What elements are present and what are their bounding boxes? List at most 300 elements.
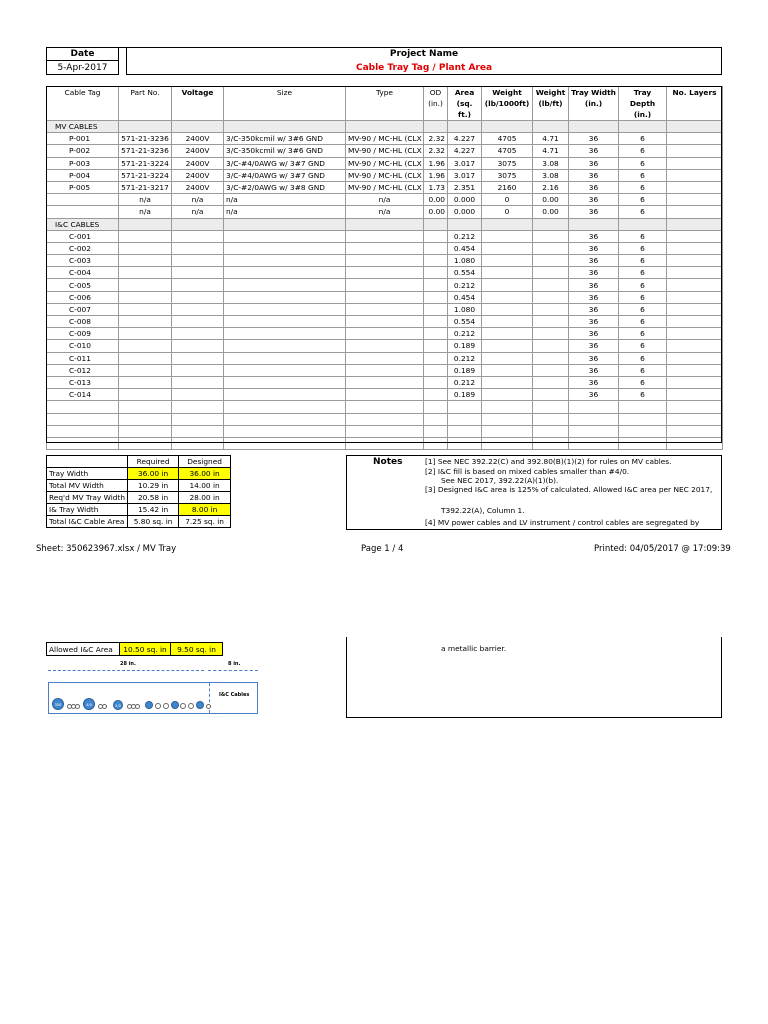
type-cell[interactable] xyxy=(346,267,424,279)
tray-width-cell[interactable]: 36 xyxy=(569,291,619,303)
part-no-cell[interactable] xyxy=(119,328,172,340)
od-cell[interactable] xyxy=(424,352,448,364)
cable-tag-cell[interactable]: C-010 xyxy=(47,340,119,352)
area-cell[interactable]: 0.554 xyxy=(448,316,482,328)
tray-width-cell[interactable]: 36 xyxy=(569,376,619,388)
size-cell[interactable] xyxy=(224,328,346,340)
size-cell[interactable] xyxy=(224,291,346,303)
weight-1000ft-cell[interactable] xyxy=(482,340,533,352)
weight-1000ft-cell[interactable]: 3075 xyxy=(482,169,533,181)
tray-depth-cell[interactable]: 6 xyxy=(619,340,667,352)
weight-ft-cell[interactable] xyxy=(533,376,569,388)
tray-width-cell[interactable]: 36 xyxy=(569,181,619,193)
weight-1000ft-cell[interactable] xyxy=(482,376,533,388)
area-cell[interactable]: 0.454 xyxy=(448,242,482,254)
od-cell[interactable] xyxy=(424,279,448,291)
area-cell[interactable]: 0.212 xyxy=(448,230,482,242)
type-cell[interactable]: MV-90 / MC-HL (CLX xyxy=(346,133,424,145)
tray-width-cell[interactable]: 36 xyxy=(569,169,619,181)
tray-depth-cell[interactable]: 6 xyxy=(619,364,667,376)
cable-tag-cell[interactable]: C-005 xyxy=(47,279,119,291)
table-row[interactable] xyxy=(47,194,723,206)
cable-tag-cell[interactable]: P-004 xyxy=(47,169,119,181)
table-row[interactable] xyxy=(47,340,723,352)
tray-depth-cell[interactable]: 6 xyxy=(619,133,667,145)
size-cell[interactable] xyxy=(224,352,346,364)
no-layers-cell[interactable] xyxy=(667,242,723,254)
part-no-cell[interactable]: 571-21-3224 xyxy=(119,169,172,181)
weight-1000ft-cell[interactable] xyxy=(482,364,533,376)
od-cell[interactable] xyxy=(424,364,448,376)
cable-tag-cell[interactable]: C-003 xyxy=(47,255,119,267)
tray-depth-cell[interactable]: 6 xyxy=(619,157,667,169)
weight-1000ft-cell[interactable] xyxy=(482,230,533,242)
type-cell[interactable]: MV-90 / MC-HL (CLX xyxy=(346,181,424,193)
size-cell[interactable] xyxy=(224,303,346,315)
no-layers-cell[interactable] xyxy=(667,389,723,401)
tray-depth-cell[interactable]: 6 xyxy=(619,352,667,364)
summary-designed-value[interactable]: 28.00 in xyxy=(179,492,231,504)
weight-ft-cell[interactable]: 4.71 xyxy=(533,145,569,157)
part-no-cell[interactable] xyxy=(119,279,172,291)
area-cell[interactable]: 0.000 xyxy=(448,206,482,218)
part-no-cell[interactable] xyxy=(119,340,172,352)
area-cell[interactable]: 4.227 xyxy=(448,133,482,145)
area-cell[interactable]: 3.017 xyxy=(448,169,482,181)
tray-depth-cell[interactable]: 6 xyxy=(619,206,667,218)
no-layers-cell[interactable] xyxy=(667,169,723,181)
size-cell[interactable]: 3/C-#2/0AWG w/ 3#8 GND xyxy=(224,181,346,193)
table-row[interactable] xyxy=(47,133,723,145)
summary-required-value[interactable]: 10.29 in xyxy=(128,480,179,492)
part-no-cell[interactable] xyxy=(119,389,172,401)
weight-1000ft-cell[interactable]: 3075 xyxy=(482,157,533,169)
summary-designed-value[interactable]: 8.00 in xyxy=(179,504,231,516)
weight-ft-cell[interactable] xyxy=(533,303,569,315)
no-layers-cell[interactable] xyxy=(667,279,723,291)
cable-tag-cell[interactable]: C-013 xyxy=(47,376,119,388)
table-row[interactable] xyxy=(47,352,723,364)
tray-depth-cell[interactable]: 6 xyxy=(619,376,667,388)
weight-1000ft-cell[interactable]: 4705 xyxy=(482,145,533,157)
table-row[interactable] xyxy=(47,255,723,267)
type-cell[interactable] xyxy=(346,328,424,340)
voltage-cell[interactable] xyxy=(172,316,224,328)
cable-tag-cell[interactable]: C-001 xyxy=(47,230,119,242)
empty-cell xyxy=(47,401,119,413)
cable-tag-cell[interactable]: C-006 xyxy=(47,291,119,303)
voltage-cell[interactable] xyxy=(172,267,224,279)
weight-ft-cell[interactable] xyxy=(533,340,569,352)
od-cell[interactable]: 1.96 xyxy=(424,157,448,169)
weight-1000ft-cell[interactable] xyxy=(482,291,533,303)
voltage-cell[interactable] xyxy=(172,242,224,254)
weight-ft-cell[interactable] xyxy=(533,352,569,364)
voltage-cell[interactable]: 2400V xyxy=(172,169,224,181)
voltage-cell[interactable] xyxy=(172,291,224,303)
cable-tag-cell[interactable]: P-003 xyxy=(47,157,119,169)
no-layers-cell[interactable] xyxy=(667,230,723,242)
tray-depth-cell[interactable]: 6 xyxy=(619,279,667,291)
voltage-cell[interactable] xyxy=(172,364,224,376)
tray-width-cell[interactable]: 36 xyxy=(569,133,619,145)
weight-ft-cell[interactable]: 3.08 xyxy=(533,169,569,181)
empty-cell xyxy=(346,437,424,449)
weight-1000ft-cell[interactable]: 0 xyxy=(482,194,533,206)
cable-tag-cell[interactable]: C-002 xyxy=(47,242,119,254)
weight-ft-cell[interactable]: 3.08 xyxy=(533,157,569,169)
part-no-cell[interactable] xyxy=(119,352,172,364)
voltage-cell[interactable]: 2400V xyxy=(172,181,224,193)
weight-1000ft-cell[interactable]: 0 xyxy=(482,206,533,218)
weight-ft-cell[interactable]: 2.16 xyxy=(533,181,569,193)
part-no-cell[interactable] xyxy=(119,267,172,279)
size-cell[interactable] xyxy=(224,242,346,254)
tray-depth-cell[interactable]: 6 xyxy=(619,316,667,328)
size-cell[interactable] xyxy=(224,389,346,401)
weight-ft-cell[interactable]: 4.71 xyxy=(533,133,569,145)
type-cell[interactable] xyxy=(346,316,424,328)
part-no-cell[interactable] xyxy=(119,364,172,376)
type-cell[interactable] xyxy=(346,389,424,401)
summary-row xyxy=(47,516,231,528)
weight-ft-cell[interactable] xyxy=(533,364,569,376)
empty-cell xyxy=(346,121,424,133)
voltage-cell[interactable] xyxy=(172,230,224,242)
cable-tag-cell[interactable]: C-011 xyxy=(47,352,119,364)
no-layers-cell[interactable] xyxy=(667,255,723,267)
weight-1000ft-cell[interactable] xyxy=(482,389,533,401)
no-layers-cell[interactable] xyxy=(667,267,723,279)
date-value[interactable]: 5-Apr-2017 xyxy=(47,61,119,75)
table-row[interactable] xyxy=(47,364,723,376)
area-cell[interactable]: 0.000 xyxy=(448,194,482,206)
voltage-cell[interactable] xyxy=(172,279,224,291)
part-no-cell[interactable]: 571-21-3224 xyxy=(119,157,172,169)
tray-depth-cell[interactable]: 6 xyxy=(619,303,667,315)
weight-ft-cell[interactable] xyxy=(533,255,569,267)
voltage-cell[interactable] xyxy=(172,255,224,267)
no-layers-cell[interactable] xyxy=(667,316,723,328)
area-cell[interactable]: 0.189 xyxy=(448,389,482,401)
tray-width-cell[interactable]: 36 xyxy=(569,279,619,291)
cable-tag-cell[interactable]: C-009 xyxy=(47,328,119,340)
weight-1000ft-cell[interactable] xyxy=(482,352,533,364)
weight-1000ft-cell[interactable] xyxy=(482,279,533,291)
ic-cable-icon xyxy=(155,703,161,709)
summary-designed-value[interactable]: 14.00 in xyxy=(179,480,231,492)
part-no-cell[interactable] xyxy=(119,291,172,303)
weight-ft-cell[interactable] xyxy=(533,291,569,303)
no-layers-cell[interactable] xyxy=(667,303,723,315)
area-cell[interactable]: 1.080 xyxy=(448,255,482,267)
voltage-cell[interactable] xyxy=(172,328,224,340)
size-cell[interactable] xyxy=(224,230,346,242)
size-cell[interactable]: 3/C-350kcmil w/ 3#6 GND xyxy=(224,145,346,157)
tray-width-cell[interactable]: 36 xyxy=(569,194,619,206)
weight-1000ft-cell[interactable] xyxy=(482,255,533,267)
table-row[interactable] xyxy=(47,267,723,279)
od-cell[interactable] xyxy=(424,328,448,340)
table-row[interactable] xyxy=(47,242,723,254)
type-cell[interactable] xyxy=(346,230,424,242)
weight-ft-cell[interactable] xyxy=(533,316,569,328)
table-row[interactable] xyxy=(47,291,723,303)
size-cell[interactable]: 3/C-#4/0AWG w/ 3#7 GND xyxy=(224,157,346,169)
tray-width-cell[interactable]: 36 xyxy=(569,230,619,242)
weight-1000ft-cell[interactable] xyxy=(482,242,533,254)
tray-width-cell[interactable]: 36 xyxy=(569,303,619,315)
od-cell[interactable] xyxy=(424,316,448,328)
od-cell[interactable] xyxy=(424,303,448,315)
tray-depth-cell[interactable]: 6 xyxy=(619,267,667,279)
table-row[interactable] xyxy=(47,303,723,315)
cable-tag-cell[interactable] xyxy=(47,194,119,206)
type-cell[interactable] xyxy=(346,242,424,254)
part-no-cell[interactable]: 571-21-3217 xyxy=(119,181,172,193)
part-no-cell[interactable]: 571-21-3236 xyxy=(119,133,172,145)
cable-tag-cell[interactable]: P-002 xyxy=(47,145,119,157)
weight-ft-cell[interactable]: 0.00 xyxy=(533,194,569,206)
tray-depth-cell[interactable]: 6 xyxy=(619,389,667,401)
cable-tag-cell[interactable]: C-004 xyxy=(47,267,119,279)
tray-width-cell[interactable]: 36 xyxy=(569,340,619,352)
voltage-cell[interactable] xyxy=(172,376,224,388)
weight-1000ft-cell[interactable] xyxy=(482,267,533,279)
no-layers-cell[interactable] xyxy=(667,328,723,340)
weight-ft-cell[interactable]: 0.00 xyxy=(533,206,569,218)
od-cell[interactable] xyxy=(424,389,448,401)
cable-tag-cell[interactable]: C-014 xyxy=(47,389,119,401)
area-cell[interactable]: 0.212 xyxy=(448,279,482,291)
tray-width-cell[interactable]: 36 xyxy=(569,364,619,376)
part-no-cell[interactable]: 571-21-3236 xyxy=(119,145,172,157)
voltage-cell[interactable]: 2400V xyxy=(172,145,224,157)
part-no-cell[interactable] xyxy=(119,303,172,315)
tray-width-cell[interactable]: 36 xyxy=(569,255,619,267)
area-cell[interactable]: 0.554 xyxy=(448,267,482,279)
table-row[interactable] xyxy=(47,316,723,328)
part-no-cell[interactable] xyxy=(119,242,172,254)
weight-ft-cell[interactable] xyxy=(533,242,569,254)
tray-depth-cell[interactable]: 6 xyxy=(619,291,667,303)
tray-depth-cell[interactable]: 6 xyxy=(619,145,667,157)
tray-depth-cell[interactable]: 6 xyxy=(619,194,667,206)
allowed-ic-area-required[interactable]: 10.50 sq. in xyxy=(120,643,171,656)
tray-depth-cell[interactable]: 6 xyxy=(619,230,667,242)
od-cell[interactable]: 2.32 xyxy=(424,133,448,145)
type-cell[interactable] xyxy=(346,364,424,376)
type-cell[interactable] xyxy=(346,279,424,291)
tray-width-cell[interactable]: 36 xyxy=(569,328,619,340)
od-cell[interactable] xyxy=(424,230,448,242)
od-cell[interactable] xyxy=(424,267,448,279)
tray-depth-cell[interactable]: 6 xyxy=(619,255,667,267)
od-cell[interactable] xyxy=(424,255,448,267)
od-cell[interactable] xyxy=(424,376,448,388)
size-cell[interactable] xyxy=(224,279,346,291)
size-cell[interactable]: 3/C-#4/0AWG w/ 3#7 GND xyxy=(224,169,346,181)
weight-ft-cell[interactable] xyxy=(533,328,569,340)
part-no-cell[interactable]: n/a xyxy=(119,206,172,218)
table-row[interactable] xyxy=(47,169,723,181)
mv-cable-icon: 350 xyxy=(52,698,64,710)
tray-width-cell[interactable]: 36 xyxy=(569,206,619,218)
weight-1000ft-cell[interactable]: 4705 xyxy=(482,133,533,145)
size-cell[interactable] xyxy=(224,376,346,388)
tray-depth-cell[interactable]: 6 xyxy=(619,242,667,254)
area-cell[interactable]: 0.212 xyxy=(448,376,482,388)
tray-width-cell[interactable]: 36 xyxy=(569,157,619,169)
part-no-cell[interactable] xyxy=(119,255,172,267)
no-layers-cell[interactable] xyxy=(667,181,723,193)
voltage-cell[interactable]: n/a xyxy=(172,206,224,218)
note-line: [4] MV power cables and LV instrument / control cables are segregated by xyxy=(425,518,700,527)
size-cell[interactable]: n/a xyxy=(224,194,346,206)
empty-cell xyxy=(482,437,533,449)
weight-ft-cell[interactable] xyxy=(533,267,569,279)
weight-1000ft-cell[interactable] xyxy=(482,303,533,315)
od-cell[interactable] xyxy=(424,242,448,254)
area-cell[interactable]: 3.017 xyxy=(448,157,482,169)
voltage-cell[interactable]: 2400V xyxy=(172,133,224,145)
table-row[interactable] xyxy=(47,145,723,157)
od-cell[interactable]: 0.00 xyxy=(424,206,448,218)
no-layers-cell[interactable] xyxy=(667,145,723,157)
table-row[interactable] xyxy=(47,328,723,340)
table-row[interactable] xyxy=(47,389,723,401)
cable-tag-cell[interactable]: C-012 xyxy=(47,364,119,376)
type-cell[interactable]: MV-90 / MC-HL (CLX xyxy=(346,157,424,169)
no-layers-cell[interactable] xyxy=(667,206,723,218)
size-cell[interactable] xyxy=(224,364,346,376)
area-cell[interactable]: 0.212 xyxy=(448,328,482,340)
empty-cell xyxy=(224,401,346,413)
summary-required-value[interactable]: 5.80 sq. in xyxy=(128,516,179,528)
size-cell[interactable]: n/a xyxy=(224,206,346,218)
tray-depth-cell[interactable]: 6 xyxy=(619,181,667,193)
od-cell[interactable]: 0.00 xyxy=(424,194,448,206)
weight-ft-cell[interactable] xyxy=(533,230,569,242)
voltage-cell[interactable] xyxy=(172,303,224,315)
summary-required-value[interactable]: 15.42 in xyxy=(128,504,179,516)
od-cell[interactable] xyxy=(424,340,448,352)
part-no-cell[interactable] xyxy=(119,230,172,242)
no-layers-cell[interactable] xyxy=(667,364,723,376)
summary-designed-value[interactable]: 36.00 in xyxy=(179,468,231,480)
no-layers-cell[interactable] xyxy=(667,133,723,145)
no-layers-cell[interactable] xyxy=(667,291,723,303)
weight-1000ft-cell[interactable] xyxy=(482,328,533,340)
cable-tag-cell[interactable]: C-008 xyxy=(47,316,119,328)
area-cell[interactable]: 0.189 xyxy=(448,340,482,352)
no-layers-cell[interactable] xyxy=(667,194,723,206)
tray-width-cell[interactable]: 36 xyxy=(569,316,619,328)
weight-1000ft-cell[interactable]: 2160 xyxy=(482,181,533,193)
area-cell[interactable]: 4.227 xyxy=(448,145,482,157)
tray-depth-cell[interactable]: 6 xyxy=(619,169,667,181)
od-cell[interactable]: 1.96 xyxy=(424,169,448,181)
type-cell[interactable]: n/a xyxy=(346,194,424,206)
voltage-cell[interactable]: n/a xyxy=(172,194,224,206)
type-cell[interactable] xyxy=(346,291,424,303)
area-cell[interactable]: 1.080 xyxy=(448,303,482,315)
od-cell[interactable]: 2.32 xyxy=(424,145,448,157)
area-cell[interactable]: 0.189 xyxy=(448,364,482,376)
table-row[interactable] xyxy=(47,157,723,169)
tray-width-cell[interactable]: 36 xyxy=(569,145,619,157)
weight-1000ft-cell[interactable] xyxy=(482,316,533,328)
empty-cell xyxy=(667,437,723,449)
part-no-cell[interactable] xyxy=(119,316,172,328)
tray-depth-cell[interactable]: 6 xyxy=(619,328,667,340)
no-layers-cell[interactable] xyxy=(667,352,723,364)
project-name-value[interactable]: Cable Tray Tag / Plant Area xyxy=(355,63,493,73)
size-cell[interactable] xyxy=(224,255,346,267)
summary-required-value[interactable]: 36.00 in xyxy=(128,468,179,480)
type-cell[interactable]: MV-90 / MC-HL (CLX xyxy=(346,145,424,157)
type-cell[interactable] xyxy=(346,255,424,267)
empty-cell xyxy=(424,218,448,230)
part-no-cell[interactable] xyxy=(119,376,172,388)
od-cell[interactable] xyxy=(424,291,448,303)
size-cell[interactable] xyxy=(224,316,346,328)
tray-width-cell[interactable]: 36 xyxy=(569,242,619,254)
cable-tag-cell[interactable]: P-001 xyxy=(47,133,119,145)
voltage-cell[interactable] xyxy=(172,340,224,352)
empty-cell xyxy=(346,401,424,413)
no-layers-cell[interactable] xyxy=(667,340,723,352)
area-cell[interactable]: 0.212 xyxy=(448,352,482,364)
od-cell[interactable]: 1.73 xyxy=(424,181,448,193)
area-cell[interactable]: 2.351 xyxy=(448,181,482,193)
allowed-ic-area-designed[interactable]: 9.50 sq. in xyxy=(171,643,223,656)
table-row[interactable] xyxy=(47,230,723,242)
weight-ft-cell[interactable] xyxy=(533,389,569,401)
type-cell[interactable] xyxy=(346,352,424,364)
weight-ft-cell[interactable] xyxy=(533,279,569,291)
tray-width-cell[interactable]: 36 xyxy=(569,352,619,364)
type-cell[interactable] xyxy=(346,376,424,388)
table-row[interactable] xyxy=(47,181,723,193)
part-no-cell[interactable]: n/a xyxy=(119,194,172,206)
size-cell[interactable]: 3/C-350kcmil w/ 3#6 GND xyxy=(224,133,346,145)
type-cell[interactable] xyxy=(346,303,424,315)
ic-cables-label: I&C Cables xyxy=(219,692,250,698)
no-layers-cell[interactable] xyxy=(667,376,723,388)
type-cell[interactable]: MV-90 / MC-HL (CLX xyxy=(346,169,424,181)
tray-width-cell[interactable]: 36 xyxy=(569,267,619,279)
type-cell[interactable] xyxy=(346,340,424,352)
area-cell[interactable]: 0.454 xyxy=(448,291,482,303)
cable-tag-cell[interactable]: C-007 xyxy=(47,303,119,315)
size-cell[interactable] xyxy=(224,340,346,352)
summary-required-value[interactable]: 20.58 in xyxy=(128,492,179,504)
cable-tag-cell[interactable]: P-005 xyxy=(47,181,119,193)
voltage-cell[interactable]: 2400V xyxy=(172,157,224,169)
voltage-cell[interactable] xyxy=(172,389,224,401)
table-row[interactable] xyxy=(47,206,723,218)
voltage-cell[interactable] xyxy=(172,352,224,364)
table-row[interactable] xyxy=(47,279,723,291)
type-cell[interactable]: n/a xyxy=(346,206,424,218)
cable-tag-cell[interactable] xyxy=(47,206,119,218)
size-cell[interactable] xyxy=(224,267,346,279)
tray-width-cell[interactable]: 36 xyxy=(569,389,619,401)
summary-designed-value[interactable]: 7.25 sq. in xyxy=(179,516,231,528)
no-layers-cell[interactable] xyxy=(667,157,723,169)
table-row[interactable] xyxy=(47,376,723,388)
